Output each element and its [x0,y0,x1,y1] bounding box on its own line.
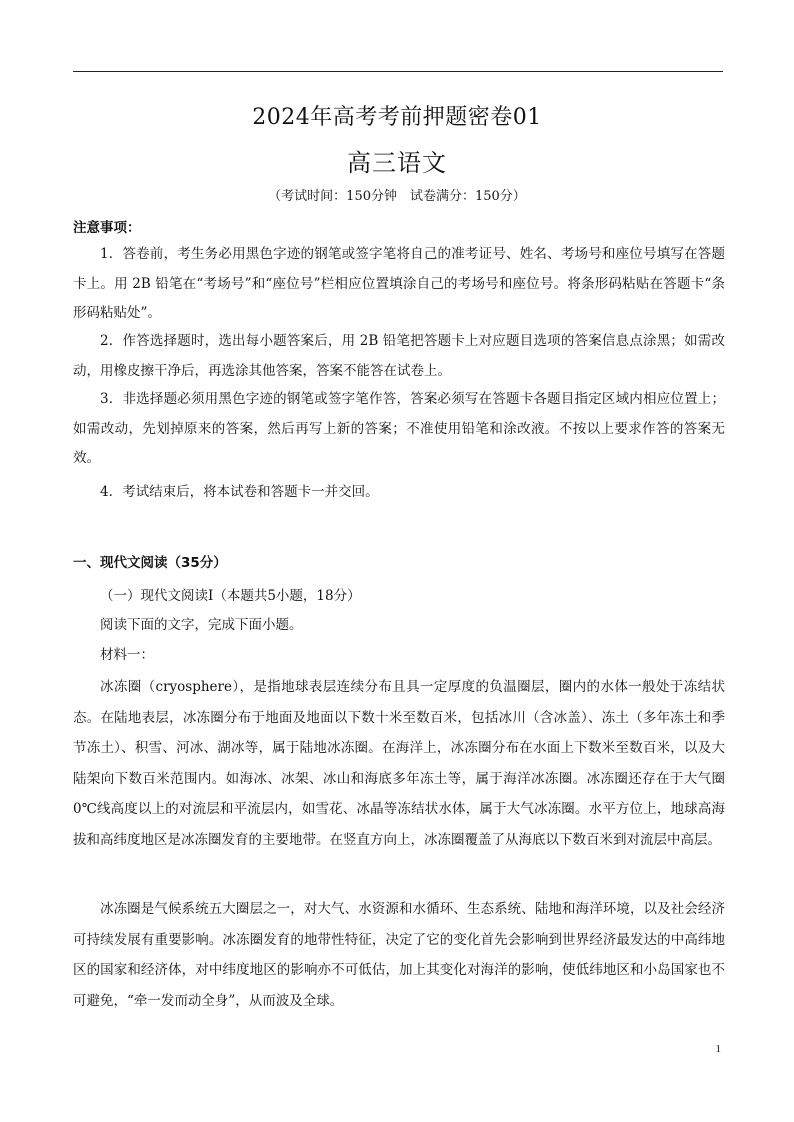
material-label: 材料一： [100,647,154,663]
notice-heading: 注意事项： [73,220,141,236]
notice-item-2: 2．作答选择题时，选出每小题答案后，用 2B 铅笔把答题卡上对应题目选项的答案信息点涂黑；如需改动，用橡皮擦干净后，再选涂其他答案，答案不能答在试卷上。 [73,333,725,379]
subsection-heading: （一）现代文阅读Ⅰ（本题共5小题，18分） [100,588,361,604]
page-number: 1 [715,1043,721,1055]
notice-item-1: 1．答卷前，考生务必用黑色字迹的钢笔或签字笔将自己的准考证号、姓名、考场号和座位号填写在答题卡上。用 2B 铅笔在“考场号”和“座位号”栏相应位置填涂自己的考场号和座位号。将条形码粘贴在答题卡“条形码粘贴处”。 [73,246,725,321]
section-heading: 一、现代文阅读（35分） [73,555,227,571]
paper-subtitle: 高三语文 [347,149,447,177]
header-rule [73,71,723,72]
material-paragraph-1: 冰冻圈（cryosphere），是指地球表层连续分布且具一定厚度的负温圈层，圈内的水体一般处于冻结状态。在陆地表层，冰冻圈分布于地面及地面以下数十米至数百米，包括冰川（含冰盖）、冻土（多年冻土和季节冻土）、积雪、河冰、湖冰等，属于陆地冰冻圈。在海洋上，冰冻圈分布在水面上下数米至数百米，以及大陆架向下数百米范围内。如海冰、冰架、冰山和海底多年冻土等，属于海洋冰冻圈。冰冻圈还存在于大气圈0℃线高度以上的对流层和平流层内，如雪花、冰晶等冻结状水体，属于大气冰冻圈。水平方位上，地球高海拔和高纬度地区是冰冻圈发育的主要地带。在竖直方向上，冰冻圈覆盖了从海底以下数百米到对流层中高层。 [73,679,725,848]
notice-item-3: 3．非选择题必须用黑色字迹的钢笔或签字笔作答，答案必须写在答题卡各题目指定区域内相应位置上；如需改动，先划掉原来的答案，然后再写上新的答案；不准使用铅笔和涂改液。不按以上要求作答的答案无效。 [73,391,725,466]
notice-item-4: 4．考试结束后，将本试卷和答题卡一并交回。 [100,484,379,500]
material-paragraph-2: 冰冻圈是气候系统五大圈层之一，对大气、水资源和水循环、生态系统、陆地和海洋环境，以及社会经济可持续发展有重要影响。冰冻圈发育的地带性特征，决定了它的变化首先会影响到世界经济最发达的中高纬地区的国家和经济体，对中纬度地区的影响亦不可低估，加上其变化对海洋的影响，使低纬地区和小岛国家也不可避免，“牵一发而动全身”，从而波及全球。 [73,901,725,1009]
exam-info: （考试时间：150分钟 试卷满分：150分） [268,189,526,204]
reading-instruction: 阅读下面的文字，完成下面小题。 [100,617,303,633]
paper-title: 2024年高考考前押题密卷01 [252,105,542,130]
